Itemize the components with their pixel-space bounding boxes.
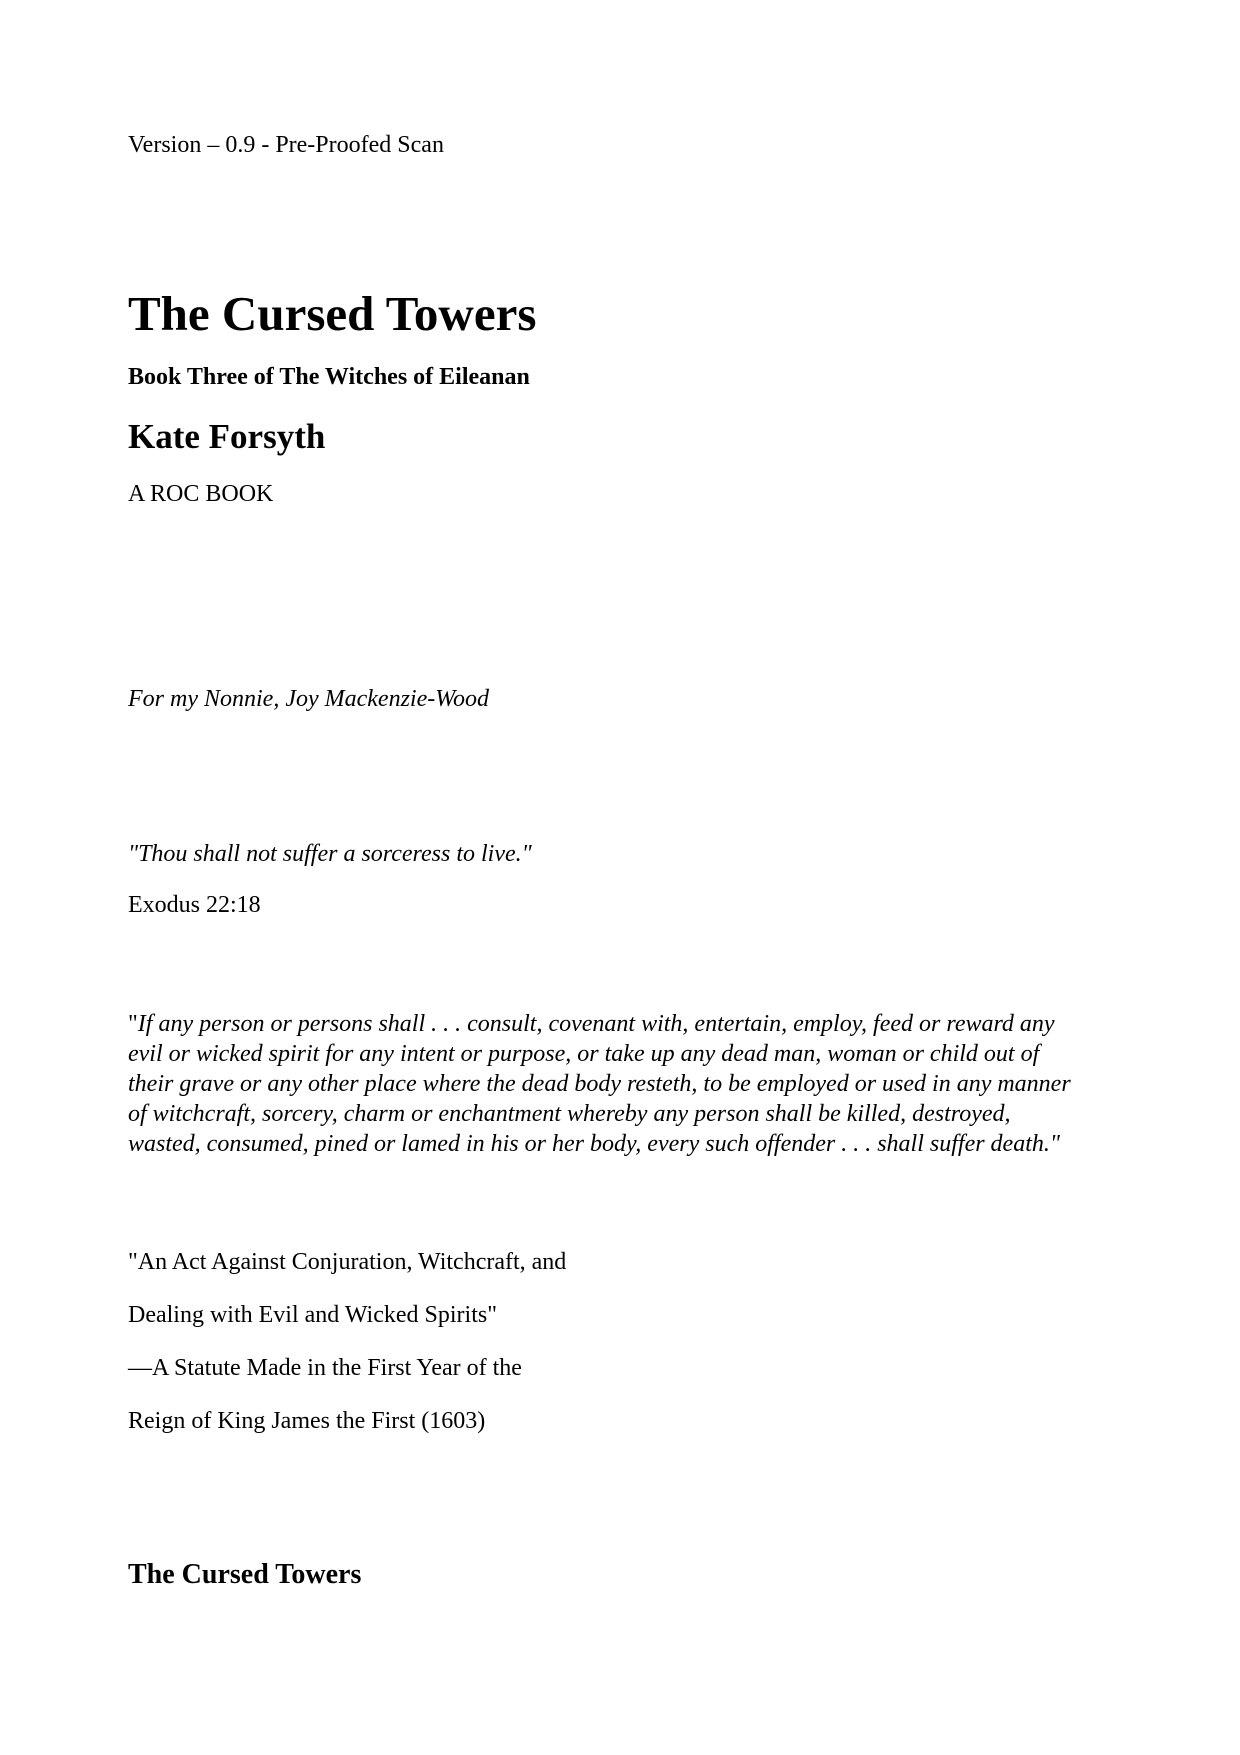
publisher: A ROC BOOK [128,481,274,507]
statute-quote-line: wasted, consumed, pined or lamed in his or her body, every such offender . . . shall suffer death." [128,1131,1060,1157]
statute-open-quote: " [128,1011,138,1037]
dedication: For my Nonnie, Joy Mackenzie-Wood [128,686,490,712]
statute-quote-line: "If any person or persons shall . . . consult, covenant with, entertain, employ, feed or reward any [128,1011,1055,1037]
statute-quote [128,1009,1128,1159]
section-title: The Cursed Towers [128,1559,362,1590]
version-line: Version – 0.9 - Pre-Proofed Scan [128,132,444,158]
statute-quote-line: their grave or any other place where the dead body resteth, to be employed or used in any manner [128,1071,1071,1097]
statute-source-line: —A Statute Made in the First Year of the [128,1355,522,1381]
statute-source-line: "An Act Against Conjuration, Witchcraft, and [128,1249,567,1275]
statute-quote-line: of witchcraft, sorcery, charm or enchantment whereby any person shall be killed, destroyed, [128,1101,1011,1127]
book-title: The Cursed Towers [128,286,537,341]
statute-source-line: Dealing with Evil and Wicked Spirits" [128,1302,497,1328]
statute-source-line: Reign of King James the First (1603) [128,1408,486,1434]
book-author: Kate Forsyth [128,417,326,456]
epigraph-quote: "Thou shall not suffer a sorceress to live." [128,841,532,867]
epigraph-source: Exodus 22:18 [128,892,261,918]
statute-quote-line: evil or wicked spirit for any intent or purpose, or take up any dead man, woman or child out of [128,1041,1040,1067]
book-subtitle: Book Three of The Witches of Eileanan [128,364,530,390]
